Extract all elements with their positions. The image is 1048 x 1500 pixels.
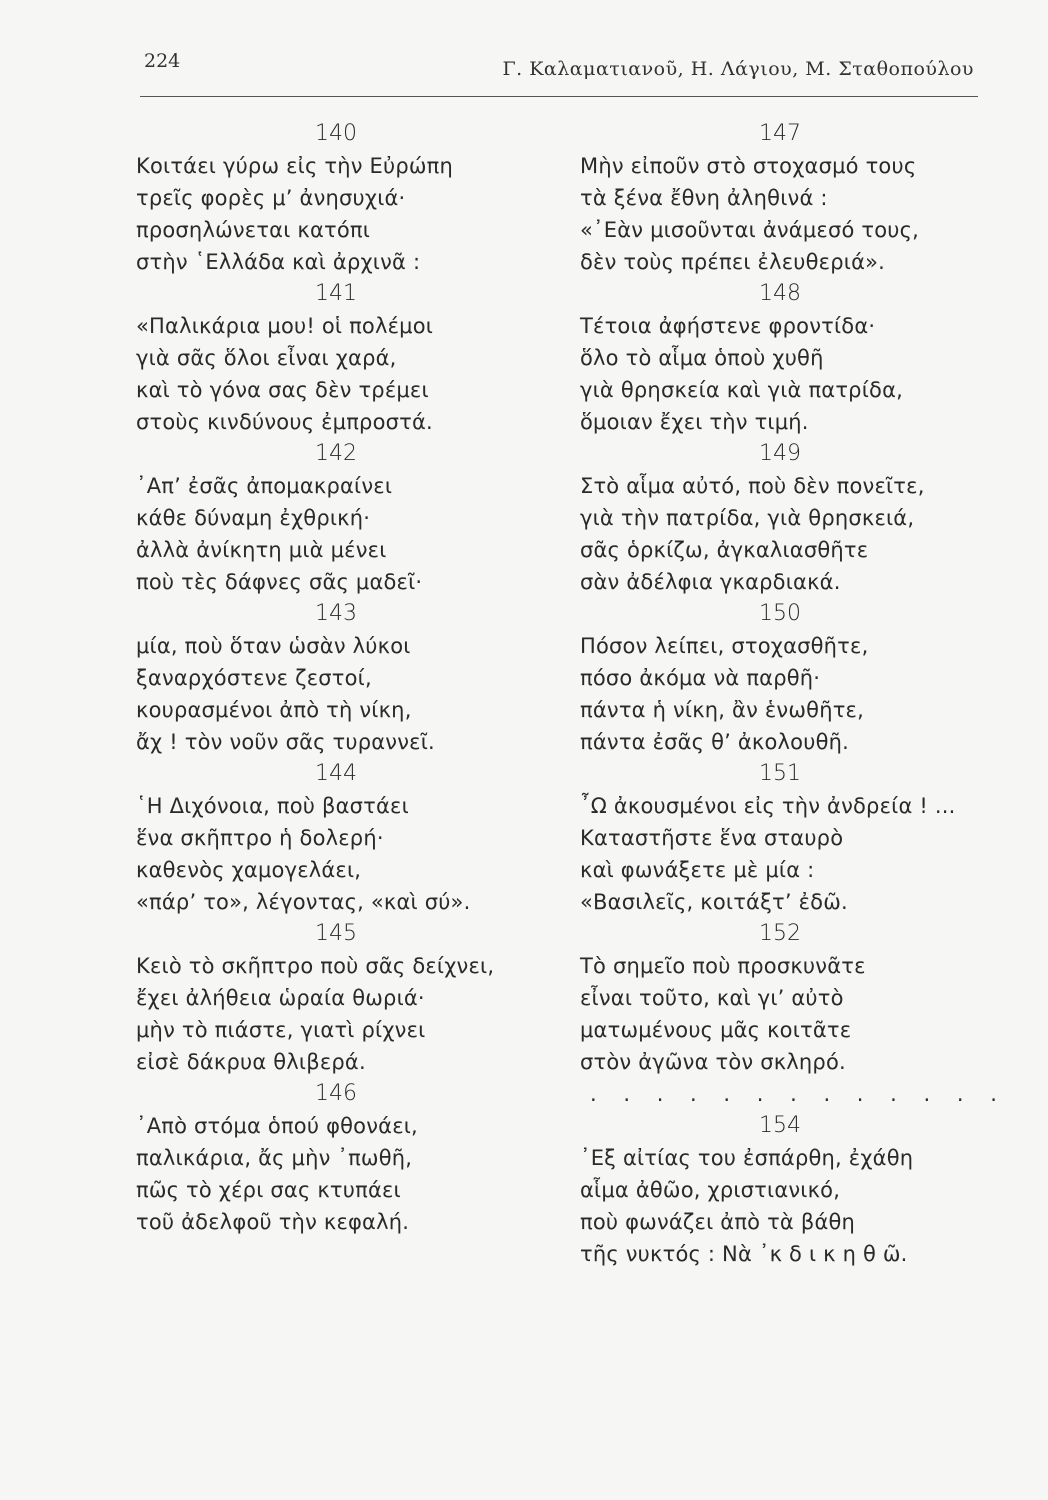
verse-line: στοὺς κινδύνους ἐμπροστά. — [136, 410, 433, 434]
verse-line: ἄχ ! τὸν νοῦν σᾶς τυραννεῖ. — [136, 730, 435, 754]
stanza-140 — [136, 118, 536, 278]
verse-line: μία, ποὺ ὅταν ὡσὰν λύκοι — [136, 634, 411, 658]
stanza-143 — [136, 598, 536, 758]
stanza-number: 142 — [315, 441, 357, 466]
verse-line: στὸν ἀγῶνα τὸν σκληρό. — [580, 1050, 846, 1074]
verse-line: ὅμοιαν ἔχει τὴν τιμή. — [580, 410, 809, 434]
verse-line: «᾽Εὰν μισοῦνται ἀνάμεσό τους, — [580, 218, 920, 242]
verse-line: ᾽Εξ αἰτίας του ἐσπάρθη, ἐχάθη — [580, 1146, 914, 1170]
verse-line: σὰν ἀδέλφια γκαρδιακά. — [580, 570, 841, 594]
stanza-150 — [580, 598, 980, 758]
verse-line: ὅλο τὸ αἷμα ὁποὺ χυθῆ — [580, 346, 824, 370]
verse-line: Τὸ σημεῖο ποὺ προσκυνᾶτε — [580, 954, 866, 978]
verse-line: πάντα ἐσᾶς θ’ ἀκολουθῆ. — [580, 730, 850, 754]
stanza-number: 146 — [315, 1081, 357, 1106]
verse-line: πάντα ἡ νίκη, ἂν ἑνωθῆτε, — [580, 698, 864, 722]
verse-line: Πόσον λείπει, στοχασθῆτε, — [580, 634, 869, 658]
verse-line: ῏Ω ἀκουσμένοι εἰς τὴν ἀνδρεία ! ... — [580, 794, 956, 818]
verse-line: ἔχει ἀλήθεια ὡραία θωριά· — [136, 986, 425, 1010]
stanza-number: 147 — [759, 121, 801, 146]
verse-line: καὶ τὸ γόνα σας δὲν τρέμει — [136, 378, 429, 402]
verse-line: ἕνα σκῆπτρο ἡ δολερή· — [136, 826, 384, 850]
stanza-number: 143 — [315, 601, 357, 626]
verse-line: Τέτοια ἀφήστενε φροντίδα· — [580, 314, 876, 338]
verse-line: ποὺ τὲς δάφνες σᾶς μαδεῖ· — [136, 570, 423, 594]
verse-line: «Βασιλεῖς, κοιτάξτ’ ἐδῶ. — [580, 890, 848, 914]
verse-line: ῾Η Διχόνοια, ποὺ βαστάει — [136, 794, 409, 818]
verse-line: Μὴν εἰποῦν στὸ στοχασμό τους — [580, 154, 917, 178]
verse-line: κάθε δύναμη ἐχθρική· — [136, 506, 371, 530]
stanza-151 — [580, 758, 980, 918]
page-header — [140, 40, 978, 97]
stanza-145 — [136, 918, 536, 1078]
verse-line: γιὰ τὴν πατρίδα, γιὰ θρησκειά, — [580, 506, 915, 530]
verse-line: τὰ ξένα ἔθνη ἀληθινά : — [580, 186, 828, 210]
stanza-number: 149 — [759, 441, 801, 466]
verse-line: ματωμένους μᾶς κοιτᾶτε — [580, 1018, 852, 1042]
verse-line: γιὰ σᾶς ὅλοι εἶναι χαρά, — [136, 346, 397, 370]
verse-line: Κειὸ τὸ σκῆπτρο ποὺ σᾶς δείχνει, — [136, 954, 495, 978]
verse-line: μὴν τὸ πιάστε, γιατὶ ρίχνει — [136, 1018, 426, 1042]
stanza-number: 151 — [759, 761, 801, 786]
stanza-number: 141 — [315, 281, 357, 306]
page-number: 224 — [144, 50, 181, 72]
stanza-number: 144 — [315, 761, 357, 786]
verse-line: πῶς τὸ χέρι σας κτυπάει — [136, 1178, 401, 1202]
stanza-number: 152 — [759, 921, 801, 946]
stanza-154 — [580, 1110, 980, 1270]
verse-line: ποὺ φωνάζει ἀπὸ τὰ βάθη — [580, 1210, 856, 1234]
stanza-142 — [136, 438, 536, 598]
stanza-147 — [580, 118, 980, 278]
verse-line: «Παλικάρια μου! οἱ πολέμοι — [136, 314, 434, 338]
verse-line: σᾶς ὁρκίζω, ἀγκαλιασθῆτε — [580, 538, 869, 562]
verse-line: τῆς νυκτός : Νὰ ᾽κ δ ι κ η θ ῶ. — [580, 1242, 908, 1266]
verse-line: πόσο ἀκόμα νὰ παρθῆ· — [580, 666, 821, 690]
verse-line: ᾽Απ’ ἐσᾶς ἀπομακραίνει — [136, 474, 393, 498]
verse-line: εἰσὲ δάκρυα θλιβερά. — [136, 1050, 366, 1074]
verse-line: Κοιτάει γύρω εἰς τὴν Εὐρώπη — [136, 154, 454, 178]
verse-line: παλικάρια, ἄς μὴν ᾽πωθῆ, — [136, 1146, 413, 1170]
verse-line: δὲν τοὺς πρέπει ἐλευθεριά». — [580, 250, 886, 274]
omission-dots: . . . . . . . . . . . . . — [590, 1082, 1007, 1106]
stanza-number: 154 — [759, 1113, 801, 1138]
stanza-149 — [580, 438, 980, 598]
right-column — [580, 118, 1007, 1270]
stanza-141 — [136, 278, 536, 438]
stanza-146 — [136, 1078, 536, 1238]
verse-line: τοῦ ἀδελφοῦ τὴν κεφαλή. — [136, 1210, 410, 1234]
stanza-number: 150 — [759, 601, 801, 626]
verse-line: Στὸ αἷμα αὐτό, ποὺ δὲν πονεῖτε, — [580, 474, 925, 498]
stanza-number: 145 — [315, 921, 357, 946]
verse-line: αἷμα ἀθῶο, χριστιανικό, — [580, 1178, 841, 1202]
verse-line: προσηλώνεται κατόπι — [136, 218, 371, 242]
stanza-number: 148 — [759, 281, 801, 306]
verse-line: καὶ φωνάξετε μὲ μία : — [580, 858, 815, 882]
stanza-144 — [136, 758, 536, 918]
left-column — [136, 118, 536, 1238]
verse-line: Καταστῆστε ἕνα σταυρὸ — [580, 826, 844, 850]
verse-line: ἀλλὰ ἀνίκητη μιὰ μένει — [136, 538, 387, 562]
stanza-number: 140 — [315, 121, 357, 146]
verse-line: γιὰ θρησκεία καὶ γιὰ πατρίδα, — [580, 378, 903, 402]
verse-line: κουρασμένοι ἀπὸ τὴ νίκη, — [136, 698, 412, 722]
stanza-152 — [580, 918, 1007, 1110]
verse-line: τρεῖς φορὲς μ’ ἀνησυχιά· — [136, 186, 406, 210]
verse-line: ᾽Απὸ στόμα ὁπού φθονάει, — [136, 1114, 418, 1138]
running-head: Γ. Καλαματιανοῦ, Η. Λάγιου, Μ. Σταθοπούλου — [502, 58, 974, 80]
verse-line: στὴν ῾Ελλάδα καὶ ἀρχινᾶ : — [136, 250, 421, 274]
verse-line: «πάρ’ το», λέγοντας, «καὶ σύ». — [136, 890, 471, 914]
stanza-148 — [580, 278, 980, 438]
verse-line: εἶναι τοῦτο, καὶ γι’ αὐτὸ — [580, 986, 844, 1010]
verse-line: ξαναρχόστενε ζεστοί, — [136, 666, 372, 690]
verse-line: καθενὸς χαμογελάει, — [136, 858, 362, 882]
